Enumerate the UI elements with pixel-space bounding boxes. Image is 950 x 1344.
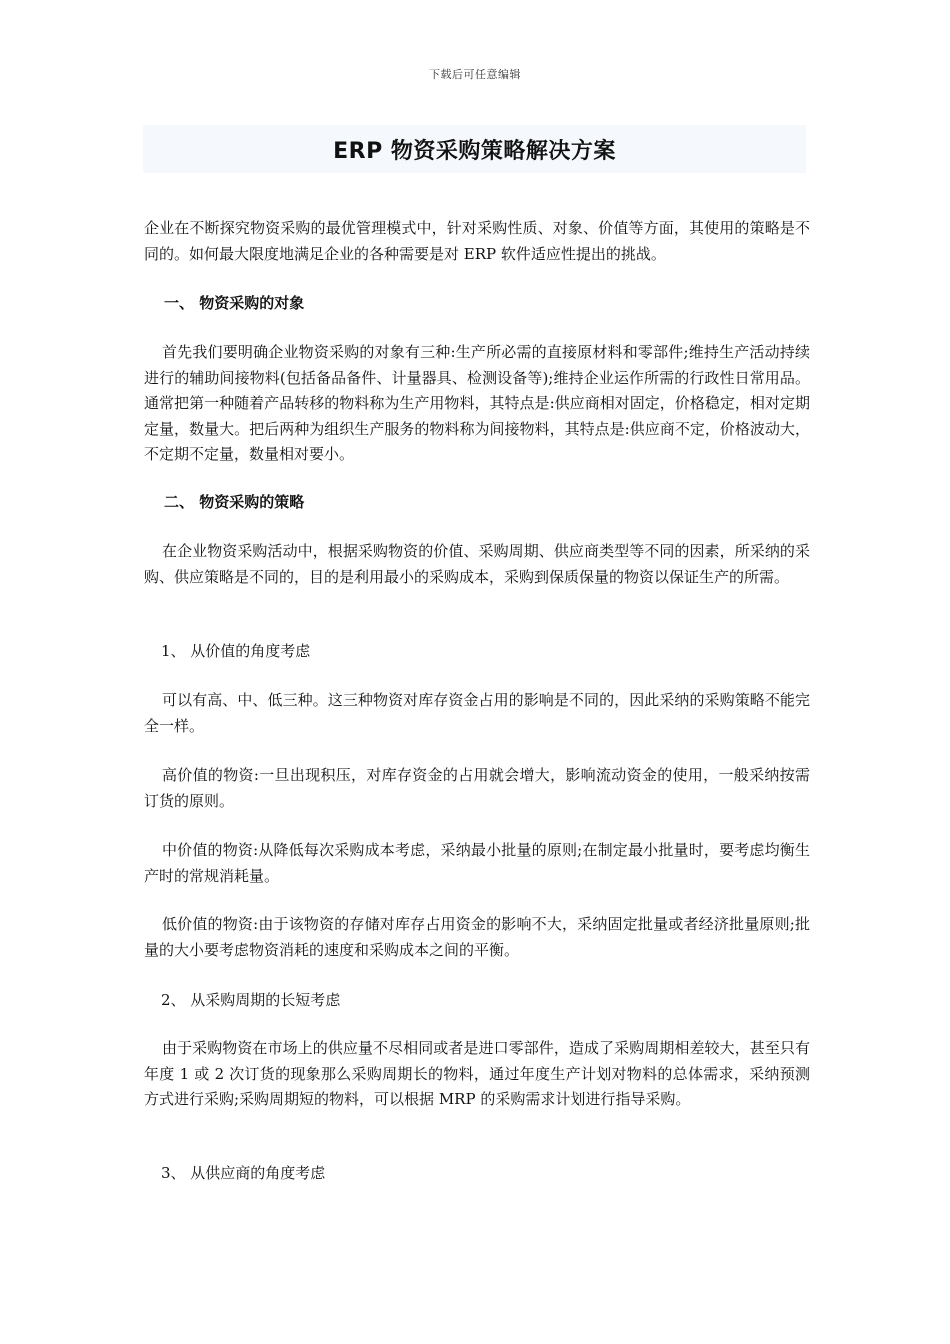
title-banner [143,125,806,173]
intro-block [144,216,810,267]
subsection-1-heading-block [144,639,810,664]
subsection-2-paragraph-1: 由于采购物资在市场上的供应量不尽相同或者是进口零部件，造成了采购周期相差较大，甚至只有年度 1 或 2 次订货的现象那么采购周期长的物料，通过年度生产计划对物料的总体需求，采纳预测方式进行采购;采购周期短的物料，可以根据 MRP 的采购需求计划进行指导采购。 [144,1039,810,1108]
subsection-1-p4-block [144,912,810,963]
subsection-1-p2-block [144,763,810,814]
section-1-heading: 一、 物资采购的对象 [164,294,305,312]
subsection-1-paragraph-3: 中价值的物资:从降低每次采购成本考虑，采纳最小批量的原则;在制定最小批量时，要考虑均衡生产时的常规消耗量。 [144,841,810,885]
section-1-heading-block [144,291,810,316]
subsection-1-paragraph-1: 可以有高、中、低三种。这三种物资对库存资金占用的影响是不同的，因此采纳的采购策略不能完全一样。 [144,691,810,735]
subsection-3-heading-block [144,1161,810,1186]
section-2-heading-block [144,490,810,515]
header-note: 下载后可任意编辑 [429,68,521,81]
section-2-paragraph: 在企业物资采购活动中，根据采购物资的价值、采购周期、供应商类型等不同的因素，所采纳的采购、供应策略是不同的，目的是利用最小的采购成本，采购到保质保量的物资以保证生产的所需。 [144,542,810,586]
subsection-2-p1-block [144,1036,810,1113]
section-2-body [144,539,810,590]
subsection-2-heading-block [144,988,810,1013]
section-1-paragraph: 首先我们要明确企业物资采购的对象有三种:生产所必需的直接原材料和零部件;维持生产活动持续进行的辅助间接物料(包括备品备件、计量器具、检测设备等);维持企业运作所需的行政性日常用品。通常把第一种随着产品转移的物料称为生产用物料，其特点是:供应商相对固定，价格稳定，相对定期定量，数量大。把后两种为组织生产服务的物料称为间接物料，其特点是:供应商不定，价格波动大，不定期不定量，数量相对要小。 [144,343,810,463]
subsection-1-p3-block [144,838,810,889]
subsection-1-paragraph-2: 高价值的物资:一旦出现积压，对库存资金的占用就会增大，影响流动资金的使用，一般采纳按需订货的原则。 [144,766,810,810]
subsection-3-heading: 3、 从供应商的角度考虑 [161,1164,326,1182]
document-title: ERP 物资采购策略解决方案 [333,138,616,164]
subsection-1-heading: 1、 从价值的角度考虑 [161,642,311,660]
subsection-2-heading: 2、 从采购周期的长短考虑 [161,991,341,1009]
section-1-body [144,340,810,468]
section-2-heading: 二、 物资采购的策略 [164,493,305,511]
subsection-1-paragraph-4: 低价值的物资:由于该物资的存储对库存占用资金的影响不大，采纳固定批量或者经济批量原则;批量的大小要考虑物资消耗的速度和采购成本之间的平衡。 [144,915,810,959]
intro-paragraph: 企业在不断探究物资采购的最优管理模式中，针对采购性质、对象、价值等方面，其使用的策略是不同的。如何最大限度地满足企业的各种需要是对 ERP 软件适应性提出的挑战。 [144,219,810,263]
subsection-1-p1-block [144,688,810,739]
